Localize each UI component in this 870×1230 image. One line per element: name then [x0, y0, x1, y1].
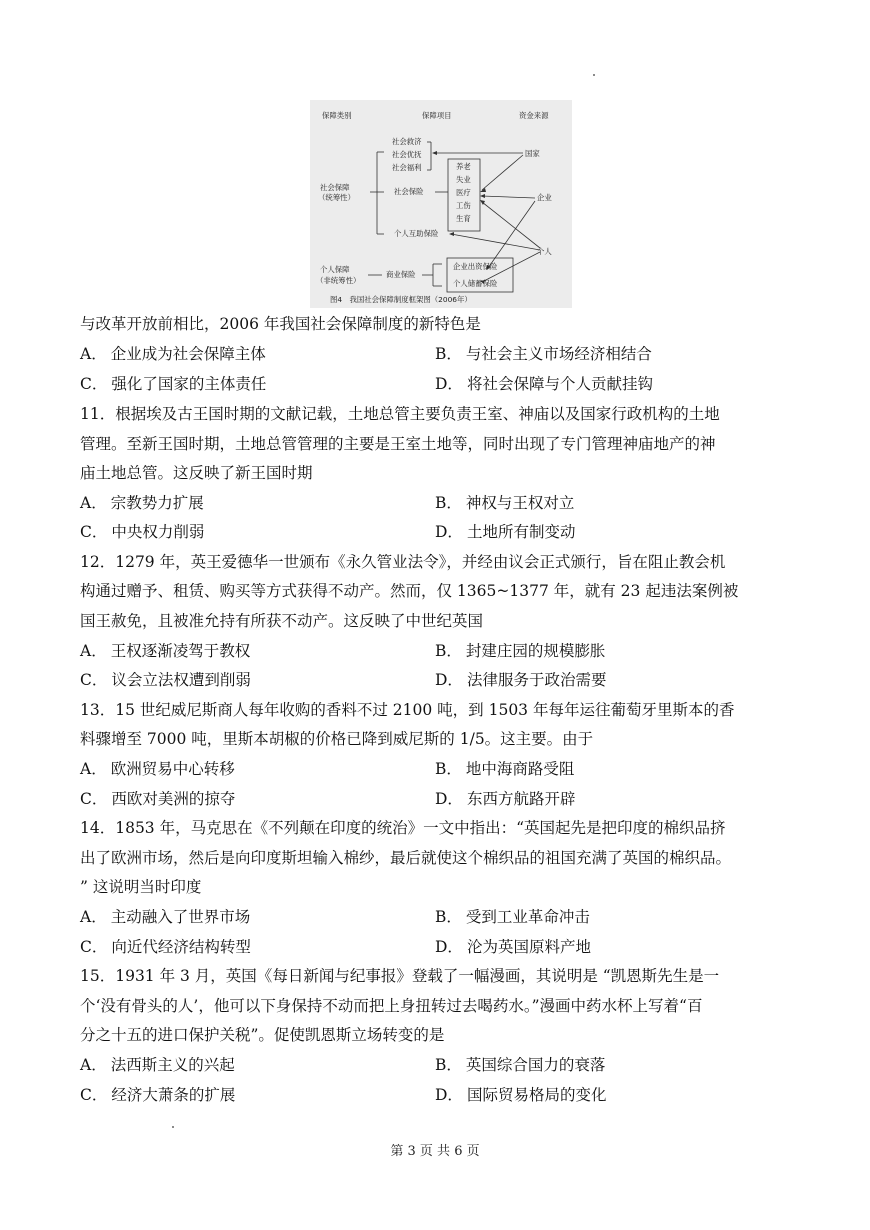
mutual-insurance-label: 个人互助保险 [394, 229, 439, 238]
source-individual: 个人 [537, 247, 552, 256]
item-care: 社会优抚 [392, 150, 422, 159]
q10-option-c [80, 370, 266, 400]
q11-option-c [80, 518, 204, 548]
social-insurance-label: 社会保险 [394, 187, 424, 196]
q10-stem: 与改革开放前相比，2006 年我国社会保障制度的新特色是 [80, 315, 481, 333]
q13-line-1: 13．15 世纪威尼斯商人每年收购的香料不过 2100 吨，到 1503 年每年运往葡萄牙里斯本的香 [80, 701, 735, 719]
q12-line-2: 构通过赠予、租赁、购买等方式获得不动产。然而，仅 1365~1377 年，就有 23 起违法案例被 [80, 582, 739, 600]
header-category: 保障类别 [322, 111, 352, 120]
option-label: D． [435, 1086, 463, 1104]
option-text: 西欧对美洲的掠夺 [111, 790, 236, 808]
option-text: 受到工业革命冲击 [465, 908, 590, 926]
option-label: B． [435, 642, 462, 660]
q13-option-c [80, 785, 235, 815]
q14-option-c [80, 933, 251, 963]
framework-figure [310, 100, 572, 308]
commercial-item-savings: 个人储蓄保险 [453, 279, 498, 288]
page-footer: 第 3 页 共 6 页 [390, 1144, 480, 1159]
option-text: 地中海商路受阻 [465, 760, 575, 778]
q15-option-c [80, 1081, 235, 1111]
option-label: A． [80, 760, 107, 778]
option-label: B． [435, 345, 462, 363]
option-label: A． [80, 908, 107, 926]
q15-option-b [435, 1051, 605, 1081]
q12-option-a [80, 637, 250, 667]
insurance-pension: 养老 [456, 162, 471, 171]
q10-option-d [435, 370, 653, 400]
option-label: B． [435, 908, 462, 926]
source-enterprise: 企业 [537, 193, 552, 202]
option-label: D． [435, 523, 463, 541]
option-text: 经济大萧条的扩展 [111, 1086, 236, 1104]
q15-line-2: 个‘没有骨头的人’，他可以下身保持不动而把上身扭转过去喝药水。”漫画中药水杯上写着“百 [80, 997, 703, 1015]
option-text: 向近代经济结构转型 [111, 938, 251, 956]
header-item: 保障项目 [422, 111, 452, 120]
header-source: 资金来源 [519, 111, 549, 120]
q12-option-c [80, 666, 251, 696]
figure-caption: 图4 我国社会保障制度框架图（2006年） [330, 295, 472, 304]
source-state: 国家 [525, 149, 540, 158]
stray-dot [593, 74, 595, 76]
social-security-label: 社会保障 [320, 183, 350, 192]
option-text: 沦为英国原料产地 [466, 938, 591, 956]
q15-line-3: 分之十五的进口保护关税”。促使凯恩斯立场转变的是 [80, 1026, 445, 1044]
option-label: B． [435, 1056, 462, 1074]
q14-option-a [80, 903, 250, 933]
insurance-injury: 工伤 [456, 201, 471, 210]
option-text: 土地所有制变动 [466, 523, 576, 541]
q11-option-b [435, 489, 574, 519]
q13-option-d [435, 785, 575, 815]
q12-option-d [435, 666, 606, 696]
q11-option-d [435, 518, 575, 548]
q11-line-1: 11．根据埃及古王国时期的文献记载，土地总管主要负责王室、神庙以及国家行政机构的土地 [80, 405, 720, 423]
commercial-item-enterprise: 企业出资保险 [453, 262, 498, 271]
option-label: D． [435, 671, 463, 689]
option-label: A． [80, 494, 107, 512]
option-text: 国际贸易格局的变化 [466, 1086, 607, 1104]
option-label: D． [435, 790, 463, 808]
option-label: C． [80, 790, 108, 808]
q14-line-1: 14．1853 年，马克思在《不列颠在印度的统治》一文中指出：“英国起先是把印度的棉织品挤 [80, 819, 726, 837]
option-text: 王权逐渐凌驾于教权 [110, 642, 251, 660]
option-label: D． [435, 375, 463, 393]
option-text: 欧洲贸易中心转移 [110, 760, 235, 778]
stray-dot-bottom [172, 1126, 174, 1128]
q10-option-a [80, 340, 266, 370]
option-text: 强化了国家的主体责任 [111, 375, 267, 393]
q14-line-2: 出了欧洲市场，然后是向印度斯坦输入棉纱，最后就使这个棉织品的祖国充满了英国的棉织品。 [80, 849, 732, 867]
option-text: 将社会保障与个人贡献挂钩 [466, 375, 653, 393]
option-text: 中央权力削弱 [111, 523, 205, 541]
q13-option-b [435, 755, 574, 785]
commercial-insurance-label: 商业保险 [386, 270, 416, 279]
personal-security-sub: （非统筹性） [316, 276, 361, 285]
option-label: B． [435, 760, 462, 778]
q11-option-a [80, 489, 204, 519]
option-label: B． [435, 494, 462, 512]
q11-line-2: 管理。至新王国时期，土地总管管理的主要是王室土地等，同时出现了专门管理神庙地产的神 [80, 435, 716, 453]
option-label: A． [80, 1056, 107, 1074]
option-text: 主动融入了世界市场 [110, 908, 251, 926]
q15-line-1: 15．1931 年 3 月，英国《每日新闻与纪事报》登载了一幅漫画，其说明是 “凯恩斯先生是一 [80, 967, 720, 985]
option-label: C． [80, 938, 108, 956]
q14-option-d [435, 933, 591, 963]
q13-option-a [80, 755, 235, 785]
option-text: 东西方航路开辟 [466, 790, 576, 808]
insurance-medical: 医疗 [456, 188, 471, 197]
option-label: D． [435, 938, 463, 956]
option-text: 企业成为社会保障主体 [110, 345, 266, 363]
option-text: 封建庄园的规模膨胀 [465, 642, 606, 660]
option-label: A． [80, 345, 107, 363]
option-text: 法西斯主义的兴起 [110, 1056, 235, 1074]
option-text: 宗教势力扩展 [110, 494, 204, 512]
q15-option-d [435, 1081, 606, 1111]
item-relief: 社会救济 [392, 137, 422, 146]
option-text: 英国综合国力的衰落 [465, 1056, 606, 1074]
option-label: C． [80, 1086, 108, 1104]
insurance-unemployment: 失业 [456, 175, 471, 184]
q15-option-a [80, 1051, 235, 1081]
option-label: A． [80, 642, 107, 660]
q10-option-b [435, 340, 652, 370]
q14-line-3: ” 这说明当时印度 [80, 878, 202, 896]
q12-line-1: 12．1279 年，英王爱德华一世颁布《永久管业法令》，并经由议会正式颁行，旨在阻止教会机 [80, 553, 726, 571]
item-welfare: 社会福利 [392, 163, 422, 172]
option-text: 神权与王权对立 [465, 494, 575, 512]
q12-option-b [435, 637, 605, 667]
q12-line-3: 国王赦免，且被准允持有所获不动产。这反映了中世纪英国 [80, 612, 484, 630]
q14-option-b [435, 903, 590, 933]
option-label: C． [80, 523, 108, 541]
q11-line-3: 庙土地总管。这反映了新王国时期 [80, 464, 313, 482]
option-text: 与社会主义市场经济相结合 [465, 345, 652, 363]
social-security-sub: （统筹性） [318, 193, 355, 202]
q13-line-2: 料骤增至 7000 吨，里斯本胡椒的价格已降到威尼斯的 1/5。这主要。由于 [80, 730, 594, 748]
option-text: 议会立法权遭到削弱 [111, 671, 251, 689]
option-label: C． [80, 671, 108, 689]
insurance-maternity: 生育 [456, 214, 471, 223]
option-text: 法律服务于政治需要 [466, 671, 607, 689]
personal-security-label: 个人保障 [320, 265, 350, 274]
option-label: C． [80, 375, 108, 393]
